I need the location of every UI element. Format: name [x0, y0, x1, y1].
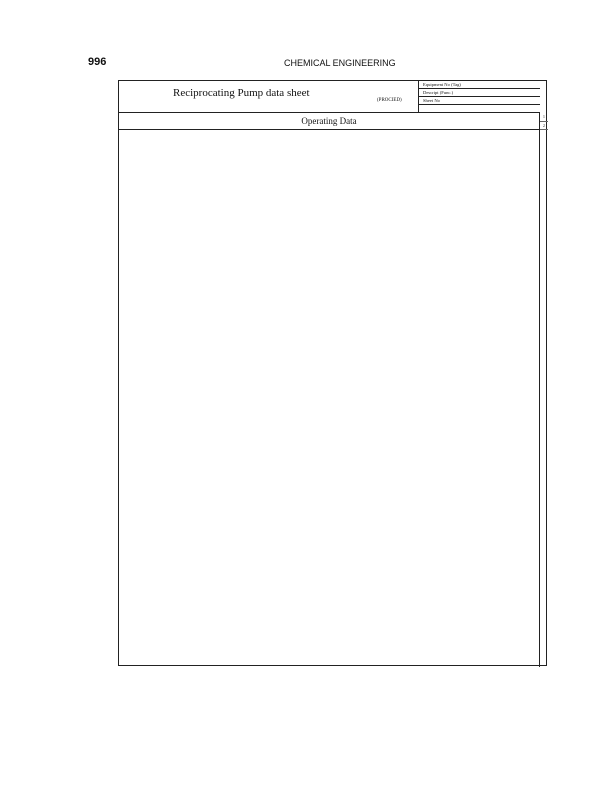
running-title: CHEMICAL ENGINEERING [284, 58, 396, 68]
sheet-no-field: Sheet No [419, 97, 540, 105]
line-number: 1 [540, 113, 548, 122]
title-block [119, 81, 419, 113]
section-title: Operating Data [119, 113, 539, 130]
equipment-no-field: Equipment No (Tag) [419, 81, 540, 89]
data-sheet [118, 80, 547, 666]
description-field: Descript (Func.) [419, 89, 540, 97]
equipment-blank-field [419, 105, 540, 113]
sheet-subtitle: (PROCIED) [377, 98, 402, 103]
line-number-column [539, 113, 548, 667]
line-number: 2 [540, 122, 548, 131]
page-number: 996 [88, 56, 107, 68]
sheet-title: Reciprocating Pump data sheet [173, 87, 310, 99]
